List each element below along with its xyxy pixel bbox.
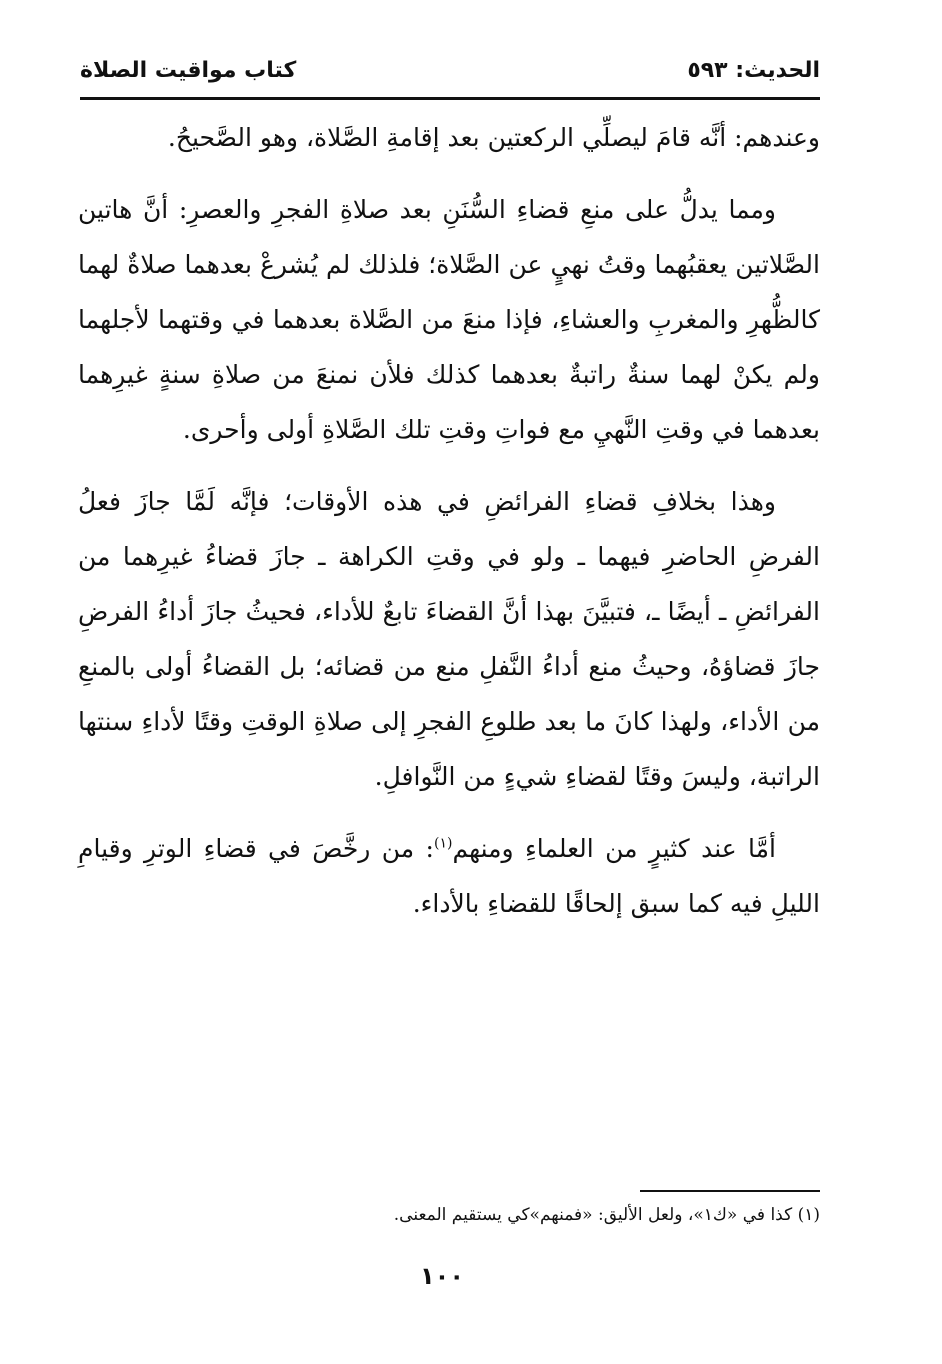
footnote-reference[interactable]: (١) (433, 835, 453, 852)
footnote-divider (640, 1190, 820, 1192)
paragraph-4-end: : من رخَّصَ في قضاءِ الوترِ وقيامِ الليلِ فيه كما سبق إلحاقًا للقضاءِ بالأداء. (78, 834, 820, 918)
paragraph-2: ومما يدلُّ على منعِ قضاءِ السُّنَنِ بعد صلاةِ الفجرِ والعصرِ: أنَّ هاتين الصَّلاتين يعقبُهما وقتُ نهيٍ عن الصَّلاة؛ فلذلك لم يُشرعْ بعدهما صلاةٌ لهما كالظُّهرِ والمغربِ والعشاءِ، فإذا منعَ من الصَّلاة بعدهما في وقتهما لأجلهما ولم يكنْ لهما سنةٌ راتبةٌ بعدهما كذلك فلأن نمنعَ من صلاةِ سنةٍ غيرِهما بعدهما في وقتِ النَّهيِ مع فواتِ وقتِ تلك الصَّلاةِ أولى وأحرى. (78, 195, 820, 444)
paragraph-4 (78, 821, 820, 931)
footnote-text: (١) كذا في «ك١»، ولعل الأليق: «فمنهم»كي يستقيم المعنى. (393, 1205, 820, 1225)
paragraph-1: وعندهم: أنَّه قامَ ليصلِّي الركعتين بعد إقامةِ الصَّلاة، وهو الصَّحيحُ. (167, 123, 820, 152)
paragraph-3: وهذا بخلافِ قضاءِ الفرائضِ في هذه الأوقات؛ فإنَّه لَمَّا جازَ فعلُ الفرضِ الحاضرِ فيهما ـ ولو في وقتِ الكراهة ـ جازَ قضاءُ غيرِهما من الفرائضِ ـ أيضًا ـ، فتبيَّنَ بهذا أنَّ القضاءَ تابعٌ للأداء، فحيثُ جازَ أداءُ الفرضِ جازَ قضاؤهُ، وحيثُ منع أداءُ النَّفلِ منع من قضائه؛ بل القضاءُ أولى بالمنعِ من الأداء، ولهذا كانَ ما بعد طلوعِ الفجرِ إلى صلاةِ الوقتِ وقتًا لأداءِ سنتها الراتبة، وليسَ وقتًا لقضاءِ شيءٍ من النَّوافلِ. (78, 487, 820, 791)
paragraph-4-start: أمَّا عند كثيرٍ من العلماءِ ومنهم (452, 834, 776, 863)
book-title: كتاب مواقيت الصلاة (80, 58, 297, 83)
page-number: ١٠٠ (420, 1262, 464, 1290)
hadith-number-label: الحديث: ٥٩٣ (687, 58, 820, 83)
running-header (80, 52, 820, 96)
header-divider (80, 97, 820, 100)
main-text (78, 110, 820, 931)
